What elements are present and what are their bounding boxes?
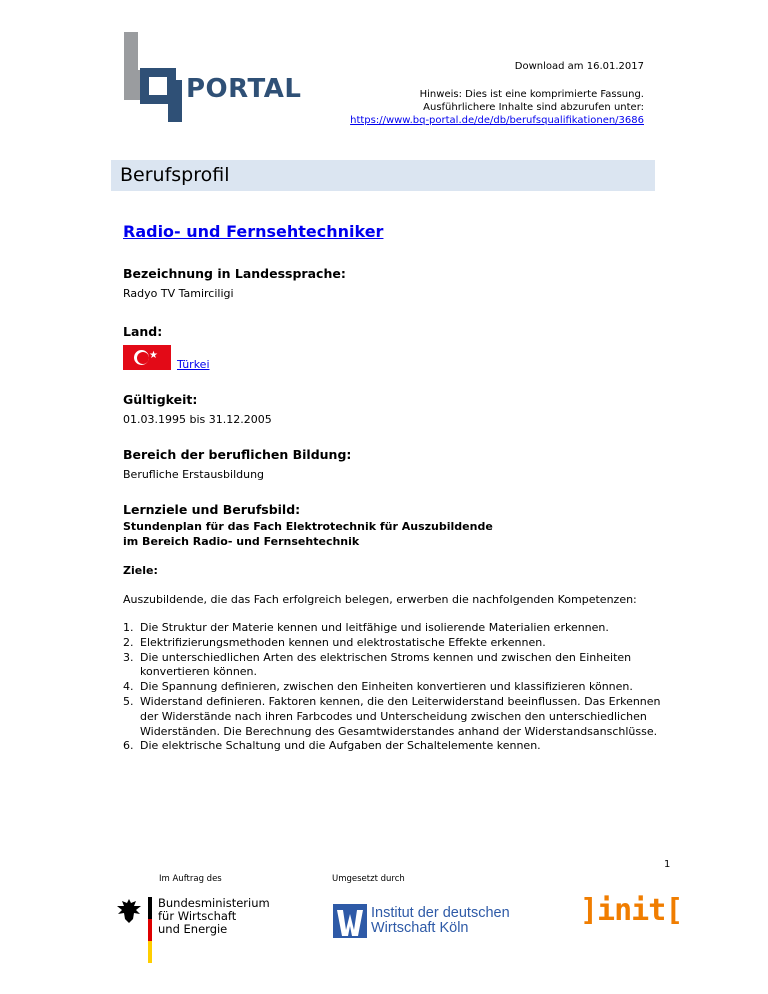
list-item: 6. Die elektrische Schaltung und die Aufgaben der Schaltelemente kennen. — [123, 739, 541, 753]
im-auftrag-label: Im Auftrag des — [159, 874, 222, 884]
ziele-label: Ziele: — [123, 564, 158, 577]
bq-portal-logo — [122, 30, 312, 125]
bereich-label: Bereich der beruflichen Bildung: — [123, 447, 352, 462]
iwk-name: Institut der deutschen Wirtschaft Köln — [371, 905, 510, 936]
goals-list — [123, 621, 663, 754]
bmwi-name: Bundesministerium für Wirtschaft und Energie — [158, 896, 270, 936]
init-logo: ]init[ — [580, 893, 683, 928]
download-date: Download am 16.01.2017 — [514, 61, 644, 72]
hinweis-note — [350, 88, 644, 127]
iwk-logo — [333, 900, 523, 944]
list-item: 2. Elektrifizierungsmethoden kennen und elektrostatische Effekte erkennen. — [123, 635, 546, 649]
land-link[interactable]: Türkei — [177, 358, 210, 371]
ziele-intro: Auszubildende, die das Fach erfolgreich belegen, erwerben die nachfolgenden Kompetenzen: — [123, 593, 637, 606]
page-number: 1 — [664, 859, 671, 870]
list-item: 5. Widerstand definieren. Faktoren kennen, die den Leiterwiderstand beeinflussen. Das Erkennen der Widerstände nach ihren Farbcodes und Unterscheidung zwischen den unterschiedlichen Widerständen. Die Berechnung des Gesamtwiderstandes anhand der Widerstandsanschlüsse. — [123, 694, 661, 738]
lernziele-label: Lernziele und Berufsbild: — [123, 502, 301, 517]
profile-content — [123, 222, 663, 754]
list-item: 1. Die Struktur der Materie kennen und leitfähige und isolierende Materialien erkennen. — [123, 621, 609, 634]
turkey-flag-icon: ★ — [123, 345, 171, 370]
iwk-mark-icon — [333, 900, 367, 942]
stundenplan-line1: Stundenplan für das Fach Elektrotechnik für Auszubildende — [123, 520, 493, 533]
land-label: Land: — [123, 324, 163, 339]
list-item: 4. Die Spannung definieren, zwischen den Einheiten konvertieren und klassifizieren können. — [123, 680, 633, 694]
umgesetzt-label: Umgesetzt durch — [332, 874, 405, 884]
bmwi-logo — [116, 897, 286, 965]
gueltigkeit-value: 01.03.1995 bis 31.12.2005 — [123, 413, 272, 426]
section-title: Berufsprofil — [120, 164, 230, 186]
profile-title-link[interactable]: Radio- und Fernsehtechniker — [123, 222, 384, 241]
section-header — [111, 160, 655, 191]
hinweis-line2: Ausführlichere Inhalte sind abzurufen unter: — [423, 102, 644, 113]
hinweis-line1: Hinweis: Dies ist eine komprimierte Fassung. — [419, 89, 644, 100]
eagle-icon — [116, 897, 142, 925]
bereich-value: Berufliche Erstausbildung — [123, 468, 265, 481]
german-flag-bar — [148, 897, 152, 963]
stundenplan-line2: im Bereich Radio- und Fernsehtechnik — [123, 535, 360, 548]
list-item: 3. Die unterschiedlichen Arten des elektrischen Stroms kennen und zwischen den Einheiten konvertieren können. — [123, 650, 632, 679]
bezeichnung-label: Bezeichnung in Landessprache: — [123, 266, 346, 281]
land-row — [123, 343, 663, 373]
logo-text: PORTAL — [186, 74, 302, 104]
profile-url-link[interactable]: https://www.bq-portal.de/de/db/berufsqualifikationen/3686 — [350, 115, 644, 126]
gueltigkeit-label: Gültigkeit: — [123, 392, 198, 407]
bezeichnung-value: Radyo TV Tamirciligi — [123, 287, 234, 300]
